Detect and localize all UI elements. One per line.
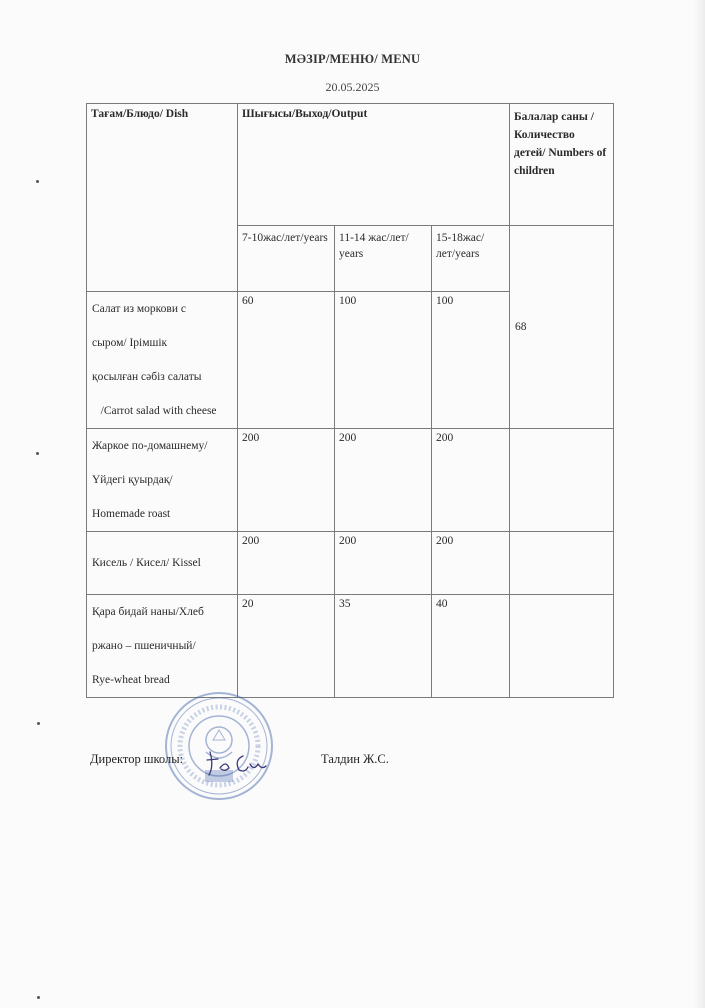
dish-name bbox=[87, 429, 238, 532]
table-row bbox=[87, 595, 614, 698]
dish-line: сыром/ Ірімшік bbox=[92, 337, 168, 349]
dish-line: Жаркое по-домашнему/ bbox=[92, 440, 208, 452]
output-11-14: 200 bbox=[335, 532, 432, 595]
director-name: Талдин Ж.С. bbox=[321, 752, 389, 766]
output-15-18: 40 bbox=[432, 595, 510, 698]
dish-line: Rye-wheat bread bbox=[92, 674, 170, 686]
children-empty-cell bbox=[510, 429, 614, 532]
menu-table bbox=[86, 103, 614, 698]
output-15-18: 200 bbox=[432, 429, 510, 532]
output-11-14: 200 bbox=[335, 429, 432, 532]
header-output: Шығысы/Выход/Output bbox=[238, 104, 510, 226]
output-7-10: 20 bbox=[238, 595, 335, 698]
dish-name bbox=[87, 595, 238, 698]
scan-speck bbox=[36, 180, 39, 183]
dish-line: Үйдегі қуырдақ/ bbox=[92, 474, 173, 486]
scan-speck bbox=[37, 996, 40, 999]
page-edge-shadow bbox=[693, 0, 705, 1008]
output-7-10: 60 bbox=[238, 292, 335, 429]
output-7-10: 200 bbox=[238, 532, 335, 595]
dish-line: ржано – пшеничный/ bbox=[92, 640, 196, 652]
output-15-18: 100 bbox=[432, 292, 510, 429]
dish-line: /Carrot salad with cheese bbox=[92, 405, 217, 417]
table-row bbox=[87, 532, 614, 595]
output-11-14: 100 bbox=[335, 292, 432, 429]
dish-name bbox=[87, 532, 238, 595]
age-group-7-10: 7-10жас/лет/years bbox=[238, 226, 335, 292]
dish-line: қосылған сәбіз салаты bbox=[92, 371, 202, 383]
children-empty-cell bbox=[510, 532, 614, 595]
age-group-15-18: 15-18жас/лет/years bbox=[432, 226, 510, 292]
dish-line: Салат из моркови с bbox=[92, 303, 186, 315]
children-count: 68 bbox=[510, 226, 614, 429]
dish-name bbox=[87, 292, 238, 429]
menu-date: 20.05.2025 bbox=[325, 80, 380, 94]
dish-line: Қара бидай наны/Хлеб bbox=[92, 606, 204, 618]
page-title: МӘЗІР/МЕНЮ/ MENU bbox=[284, 52, 421, 66]
signature-icon bbox=[200, 742, 275, 780]
dish-line: Homemade roast bbox=[92, 508, 171, 520]
scan-speck bbox=[37, 722, 40, 725]
scan-speck bbox=[36, 452, 39, 455]
director-label: Директор школы: bbox=[90, 752, 184, 766]
output-15-18: 200 bbox=[432, 532, 510, 595]
header-dish: Тағам/Блюдо/ Dish bbox=[87, 104, 238, 292]
age-group-11-14: 11-14 жас/лет/ years bbox=[335, 226, 432, 292]
output-11-14: 35 bbox=[335, 595, 432, 698]
header-children: Балалар саны /Количество детей/ Numbers of children bbox=[510, 104, 614, 226]
dish-line: Кисель / Кисел/ Kissel bbox=[92, 557, 201, 569]
output-7-10: 200 bbox=[238, 429, 335, 532]
table-row bbox=[87, 429, 614, 532]
children-empty-cell bbox=[510, 595, 614, 698]
